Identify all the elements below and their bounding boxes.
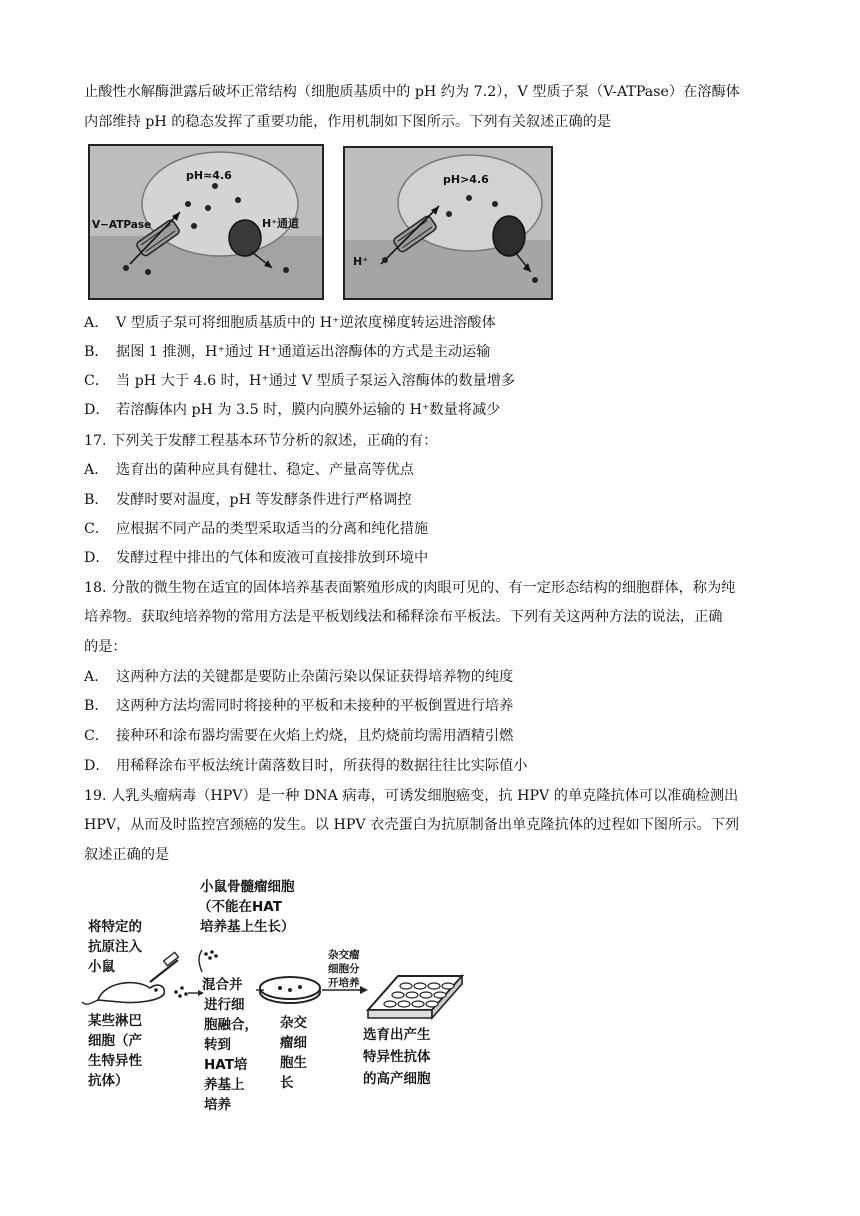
q19-stem-line2: HPV，从而及时监控宫颈癌的发生。以 HPV 衣壳蛋白为抗原制备出单克隆抗体的过程如下图所示。下列 [84,817,740,833]
option-text: 发酵过程中排出的气体和废液可直接排放到环境中 [116,550,429,566]
q18-stem-line1: 18. 分散的微生物在适宜的固体培养基表面繁殖形成的肉眼可见的、有一定形态结构的细胞群体，称为纯 [84,580,736,596]
option-text: 若溶酶体内 pH 为 3.5 时，膜内向膜外运输的 H⁺数量将减少 [116,402,501,418]
lymph-label-line4: 抗体） [88,1073,129,1089]
myeloma-label-line1: 小鼠骨髓瘤细胞 [200,879,295,895]
q16-option-a[interactable] [84,313,496,333]
lysosome-figure-2 [343,146,553,300]
option-text: 这两种方法均需同时将接种的平板和未接种的平板倒置进行培养 [116,698,514,714]
option-text: 这两种方法的关键都是要防止杂菌污染以保证获得培养物的纯度 [116,669,514,685]
q16-stem-line2: 内部维持 pH 的稳态发挥了重要功能，作用机制如下图所示。下列有关叙述正确的是 [84,114,612,130]
option-text: 选育出的菌种应具有健壮、稳定、产量高等优点 [116,462,414,478]
lymph-label-line3: 生特异性 [88,1053,142,1069]
separate-line3: 开培养 [328,977,360,989]
q17-option-d[interactable] [84,548,428,568]
fuse-label-line3: 胞融合， [204,1017,258,1033]
q18-option-a[interactable] [84,667,513,687]
lymph-label-line1: 某些淋巴 [88,1013,142,1029]
option-label: A． [84,669,109,685]
hybrid-grow-line3: 胞生 [280,1055,307,1071]
hybrid-grow-line1: 杂交 [280,1015,307,1031]
fuse-label-line4: 转到 [204,1037,231,1053]
option-label: B． [84,492,109,508]
fuse-label-line7: 培养 [204,1097,231,1113]
figure1-pump-label: V−ATPase [92,219,152,231]
option-text: 用稀释涂布平板法统计菌落数目时，所获得的数据往往比实际值小 [116,758,528,774]
separate-line1: 杂交瘤 [328,949,360,961]
option-text: 据图 1 推测，H⁺通过 H⁺通道运出溶酶体的方式是主动运输 [116,344,491,360]
option-label: C． [84,728,110,744]
option-text: 接种环和涂布器均需要在火焰上灼烧，且灼烧前均需用酒精引燃 [116,728,514,744]
option-text: 发酵时要对温度，pH 等发酵条件进行严格调控 [116,492,412,508]
q18-stem-line3: 的是： [84,639,127,655]
option-label: A． [84,462,109,478]
q16-option-c[interactable] [84,371,515,391]
option-text: V 型质子泵可将细胞质基质中的 H⁺逆浓度梯度转运进溶酸体 [116,315,496,331]
select-line2: 特异性抗体 [363,1049,431,1065]
q17-option-a[interactable] [84,460,414,480]
option-text: 当 pH 大于 4.6 时，H⁺通过 V 型质子泵运入溶酶体的数量增多 [116,373,516,389]
option-label: A． [84,315,109,331]
figure2-ph-label: pH>4.6 [443,173,489,186]
q18-stem-line2: 培养物。获取纯培养物的常用方法是平板划线法和稀释涂布平板法。下列有关这两种方法的说法，正确 [84,609,723,625]
inject-label-line3: 小鼠 [88,959,115,975]
option-text: 应根据不同产品的类型采取适当的分离和纯化措施 [116,521,429,537]
fuse-label-line6: 养基上 [204,1077,245,1093]
q17-stem: 17. 下列关于发酵工程基本环节分析的叙述，正确的有： [84,433,438,449]
q16-option-b[interactable] [84,342,490,362]
hybrid-grow-line4: 长 [280,1075,294,1091]
option-label: C． [84,373,110,389]
option-label: D． [84,758,110,774]
q19-stem-line3: 叙述正确的是 [84,847,170,863]
option-label: D． [84,550,110,566]
q16-stem-line1: 止酸性水解酶泄露后破坏正常结构（细胞质基质中的 pH 约为 7.2），V 型质子泵（V-ATPase）在溶酶体 [84,84,740,100]
option-label: C． [84,521,110,537]
select-line1: 选育出产生 [363,1027,431,1043]
select-line3: 的高产细胞 [363,1071,431,1087]
q19-stem-line1: 19. 人乳头瘤病毒（HPV）是一种 DNA 病毒，可诱发细胞癌变，抗 HPV 的单克隆抗体可以准确检测出 [84,788,739,804]
q18-option-b[interactable] [84,696,513,716]
q17-option-b[interactable] [84,490,412,510]
q17-option-c[interactable] [84,519,428,539]
option-label: B． [84,698,109,714]
lymph-label-line2: 细胞（产 [88,1033,142,1049]
myeloma-label-line2: （不能在HAT [198,899,282,915]
q18-option-d[interactable] [84,756,527,776]
hybrid-grow-line2: 瘤细 [280,1035,307,1051]
figure1-ph-label: pH≈4.6 [186,169,232,182]
fuse-label-line5: HAT培 [204,1057,248,1073]
fuse-label-line1: 混合并 [202,977,243,993]
lysosome-figure-1 [88,144,324,300]
myeloma-label-line3: 培养基上生长） [200,919,295,935]
option-label: D． [84,402,110,418]
inject-label-line1: 将特定的 [88,919,142,935]
figure1-channel-label: H⁺通道 [262,217,300,230]
q16-option-d[interactable] [84,400,500,420]
inject-label-line2: 抗原注入 [88,939,142,955]
fuse-label-line2: 进行细 [204,997,245,1013]
monoclonal-antibody-figure [80,870,480,1132]
option-label: B． [84,344,109,360]
q18-option-c[interactable] [84,726,513,746]
separate-line2: 细胞分 [328,963,360,975]
figure2-h-label: H⁺ [353,255,369,268]
